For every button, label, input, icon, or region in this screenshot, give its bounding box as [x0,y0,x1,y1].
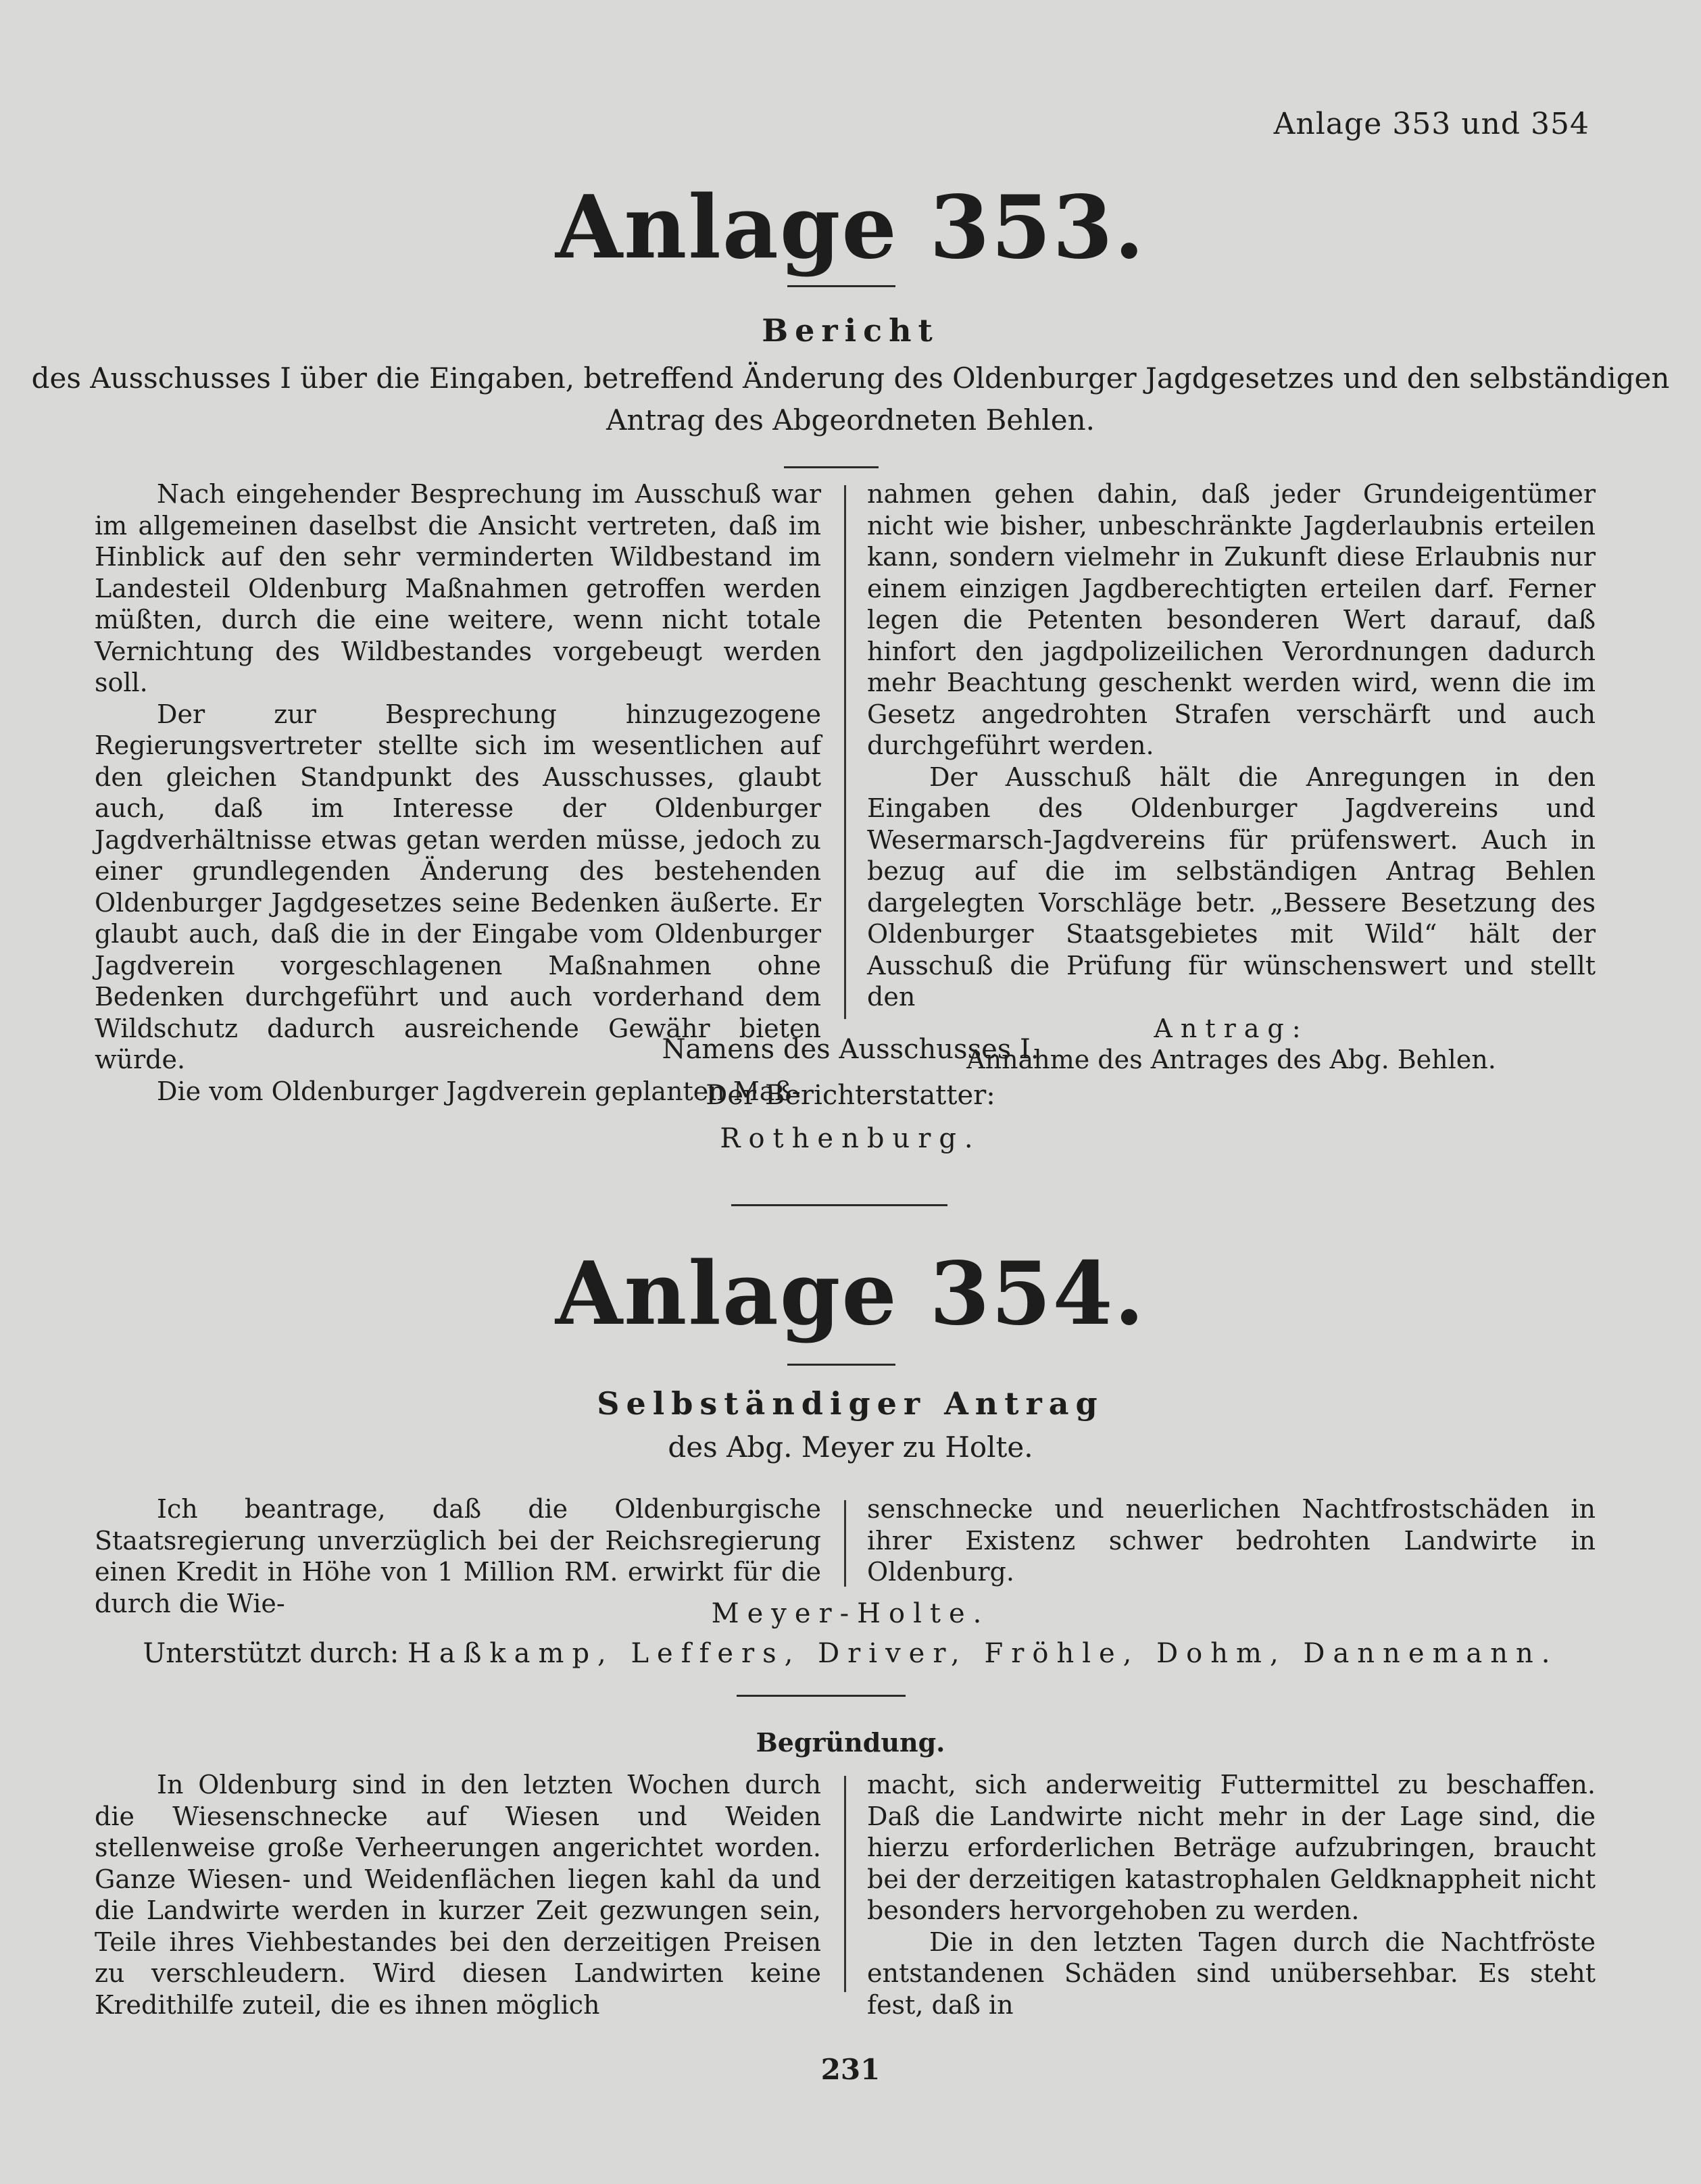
bericht-right-column [867,478,1596,1076]
antrag-subtitle: des Abg. Meyer zu Holte. [668,1431,1033,1464]
antrag-label: Antrag: [1154,1013,1309,1043]
bericht-left-column [95,478,821,1107]
title-rule-353 [787,285,895,287]
bericht-subtitle-line2: Antrag des Abgeordneten Behlen. [606,403,1095,437]
antrag-right-column [867,1493,1596,1588]
paragraph: senschnecke und neuerlichen Nachtfrostschäden in ihrer Existenz schwer bedrohten Landwirte in Oldenburg. [867,1494,1596,1587]
begruendung-right-column [867,1769,1596,2020]
paragraph: Die in den letzten Tagen durch die Nachtfröste entstandenen Schäden sind unübersehbar. Es steht fest, daß in [867,1927,1596,2020]
paragraph: macht, sich anderweitig Futtermittel zu beschaffen. Daß die Landwirte nicht mehr in der Lage sind, die hierzu erforderlichen Beträge aufzubringen, braucht bei der derzeitigen katastrophalen Geldknappheit nicht besonders hervorgehoben zu werden. [867,1770,1596,1925]
supporters-names: Haßkamp, Leffers, Driver, Fröhle, Dohm, Dannemann. [407,1638,1558,1669]
column-divider [844,485,846,1019]
column-divider [844,1776,846,1992]
berichterstatter-label: Der Berichterstatter: [706,1080,995,1111]
bericht-subtitle-line1: des Ausschusses I über die Eingaben, betreffend Änderung des Oldenburger Jagdgesetzes und den selbständigen [31,362,1670,395]
running-head: Anlage 353 und 354 [1273,107,1589,141]
namens-line: Namens des Ausschusses I. [662,1034,1039,1065]
supporters-rule [737,1695,906,1697]
page-number: 231 [820,2053,881,2086]
bericht-heading: Bericht [762,312,939,349]
berichterstatter-name: Rothenburg. [720,1123,981,1154]
signer: Meyer-Holte. [711,1598,990,1629]
paragraph: nahmen gehen dahin, daß jeder Grundeigentümer nicht wie bisher, unbeschränkte Jagderlaubnis erteilen kann, sondern vielmehr in Zukunft diese Erlaubnis nur einem einzigen Jagdberechtigten erteilen darf. Ferner legen die Petenten besonderen Wert darauf, daß hinfort den jagdpolizeilichen Verordnungen dadurch mehr Beachtung geschenkt werden wird, wenn die im Gesetz angedrohten Strafen verschärft und auch durchgeführt werden. [867,479,1596,760]
anlage-354-title: Anlage 354. [555,1243,1146,1345]
paragraph: Die vom Oldenburger Jagdverein geplanten Maß- [157,1076,801,1106]
section-separator [731,1204,947,1206]
column-divider [844,1500,846,1587]
title-rule-354 [787,1364,895,1366]
begruendung-heading: Begründung. [756,1727,945,1758]
supporters-line [0,1638,1701,1669]
subtitle-rule-353 [784,466,879,468]
paragraph: In Oldenburg sind in den letzten Wochen durch die Wiesenschnecke auf Wiesen und Weiden stellenweise große Verheerungen angerichtet worden. Ganze Wiesen- und Weidenflächen liegen kahl da und die Landwirte werden in kurzer Zeit gezwungen sein, Teile ihres Viehbestandes bei den derzeitigen Preisen zu verschleudern. Wird diesen Landwirten keine Kredithilfe zuteil, die es ihnen möglich [95,1770,821,2020]
supported-label: Unterstützt durch: [143,1638,399,1669]
begruendung-left-column [95,1769,821,2020]
paragraph: Der zur Besprechung hinzugezogene Regierungsvertreter stellte sich im wesentlichen auf den gleichen Standpunkt des Ausschusses, glaubt auch, daß im Interesse der Oldenburger Jagdverhältnisse etwas getan werden müsse, jedoch zu einer grundlegenden Änderung des bestehenden Oldenburger Jagdgesetzes seine Bedenken äußerte. Er glaubt auch, daß die in der Eingabe vom Oldenburger Jagdverein vorgeschlagenen Maßnahmen ohne Bedenken durchgeführt und auch vorderhand dem Wildschutz dadurch ausreichende Gewähr bieten würde. [95,699,821,1074]
paragraph: Der Ausschuß hält die Anregungen in den Eingaben des Oldenburger Jagdvereins und Wesermarsch-Jagdvereins für prüfenswert. Auch in bezug auf die im selbständigen Antrag Behlen dargelegten Vorschläge betr. „Bessere Besetzung des Oldenburger Staatsgebietes mit Wild“ hält der Ausschuß die Prüfung für wünschenswert und stellt den [867,762,1596,1012]
antrag-heading: Selbständiger Antrag [597,1385,1104,1422]
antrag-text: Annahme des Antrages des Abg. Behlen. [966,1045,1496,1074]
anlage-353-title: Anlage 353. [555,177,1146,278]
paragraph: Nach eingehender Besprechung im Ausschuß war im allgemeinen daselbst die Ansicht vertreten, daß im Hinblick auf den sehr verminderten Wildbestand im Landesteil Oldenburg Maßnahmen getroffen werden müßten, durch die eine weitere, wenn nicht totale Vernichtung des Wildbestandes vorgebeugt werden soll. [95,479,821,697]
paragraph: Ich beantrage, daß die Oldenburgische Staatsregierung unverzüglich bei der Reichsregierung einen Kredit in Höhe von 1 Million RM. erwirkt für die durch die Wie- [95,1494,821,1618]
